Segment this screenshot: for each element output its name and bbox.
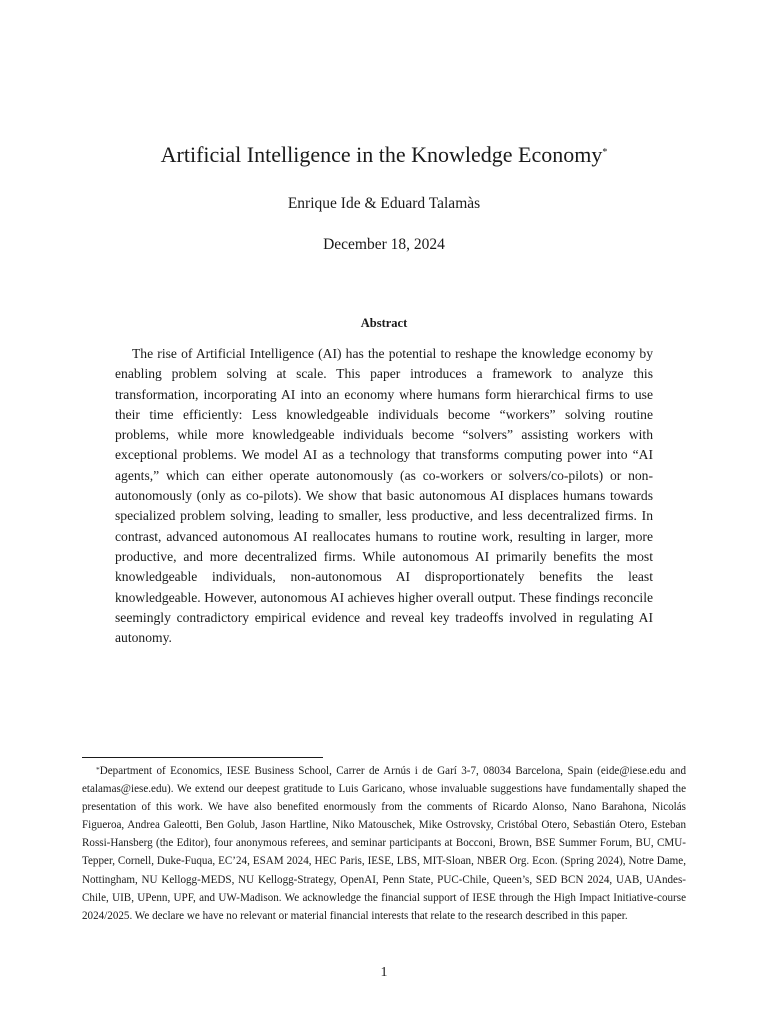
title-footnote-marker: * [602, 147, 608, 158]
footnote-text: Department of Economics, IESE Business School, Carrer de Arnús i de Garí 3-7, 08034 Barcelona, Spain (eide@iese.edu and etalamas@iese.edu). We extend our deepest gratitude to Luis Garicano, whose invaluable suggestions have fundamentally shaped the presentation of this work. We have also benefited enormously from the comments of Ricardo Alonso, Nano Barahona, Nicolás Figueroa, Andrea Galeotti, Ben Golub, Jason Hartline, Niko Matouschek, Mike Ostrovsky, Cristóbal Otero, Sebastián Otero, Esteban Rossi-Hansberg (the Editor), four anonymous referees, and seminar participants at Bocconi, Brown, BSE Summer Forum, BU, CMU-Tepper, Cornell, Duke-Fuqua, EC’24, ESAM 2024, HEC Paris, IESE, LBS, MIT-Sloan, NBER Org. Econ. (Spring 2024), Notre Dame, Nottingham, NU Kellogg-MEDS, NU Kellogg-Strategy, OpenAI, Penn State, PUC-Chile, Queen’s, SED BCN 2024, UAB, UAndes-Chile, UIB, UPenn, UPF, and UW-Madison. We acknowledge the financial support of IESE through the High Impact Initiative-course 2024/2025. We declare we have no relevant or material financial interests that relate to the research described in this paper. [82, 765, 686, 922]
paper-authors: Enrique Ide & Eduard Talamàs [287, 195, 481, 212]
page-number: 1 [380, 965, 388, 980]
abstract-body: The rise of Artificial Intelligence (AI) has the potential to reshape the knowledge economy by enabling problem solving at scale. This paper introduces a framework to analyze this transformation, incorporating AI into an economy where humans form hierarchical firms to use their time efficiently: Less knowledgeable individuals become “workers” solving routine problems, while more knowledgeable individuals become “solvers” assisting workers with exceptional problems. We model AI as a technology that transforms computing power into “AI agents,” which can either operate autonomously (as co-workers or solvers/co-pilots) or non-autonomously (only as co-pilots). We show that basic autonomous AI displaces humans towards specialized problem solving, leading to smaller, less productive, and less decentralized firms. In contrast, advanced autonomous AI reallocates humans to routine work, resulting in larger, more productive, and more decentralized firms. While autonomous AI primarily benefits the most knowledgeable individuals, non-autonomous AI disproportionately benefits the least knowledgeable. However, autonomous AI achieves higher overall output. These findings reconcile seemingly contradictory empirical evidence and reveal key tradeoffs involved in regulating AI autonomy. [115, 346, 653, 646]
paper-title [0, 140, 768, 170]
footnote-marker: * [96, 765, 100, 774]
paper-date: December 18, 2024 [323, 236, 445, 253]
footnote-divider [82, 757, 323, 758]
abstract-heading: Abstract [360, 316, 408, 330]
paper-title-text: Artificial Intelligence in the Knowledge Economy [160, 142, 603, 167]
footnote [82, 762, 686, 925]
